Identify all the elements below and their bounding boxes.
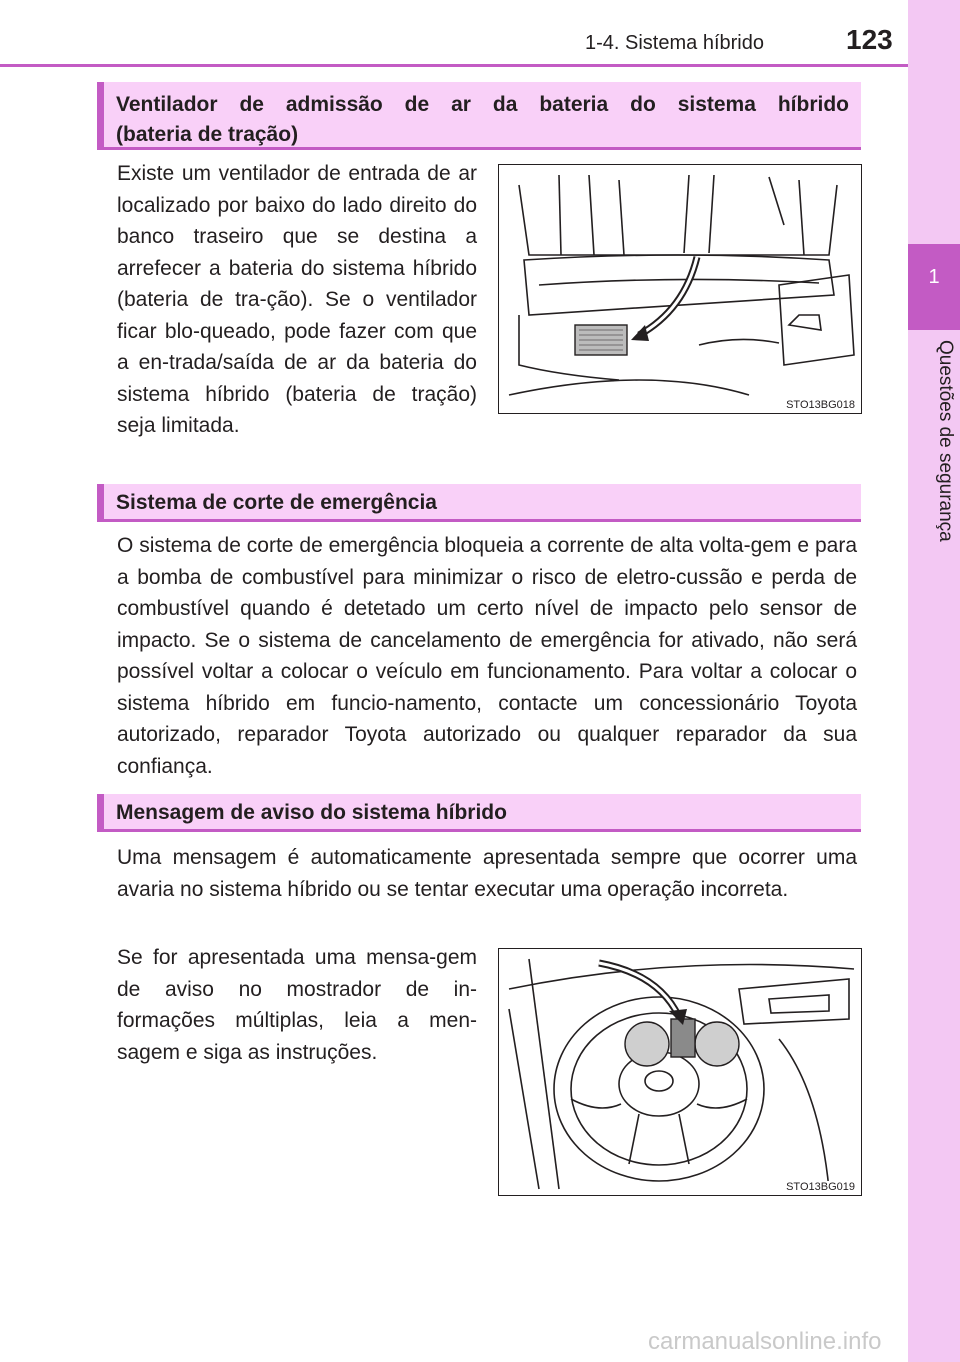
section-heading-battery-fan — [97, 82, 861, 150]
section-heading-warning-message: Mensagem de aviso do sistema híbrido — [97, 794, 861, 832]
section-heading-line-1: Ventilador de admissão de ar da bateria do sistema híbrido — [116, 93, 849, 116]
chapter-number: 1 — [928, 266, 940, 288]
section-reference: 1-4. Sistema híbrido — [585, 32, 764, 54]
chapter-title: Questões de segurança — [935, 340, 956, 542]
steering-wheel-drawing — [499, 949, 862, 1196]
figure-code: STO13BG018 — [786, 399, 855, 411]
watermark: carmanualsonline.info — [648, 1328, 882, 1355]
section-heading-emergency-shutoff: Sistema de corte de emergência — [97, 484, 861, 522]
rear-seat-intake-illustration — [498, 164, 862, 414]
header-rule — [0, 64, 908, 67]
page-number: 123 — [846, 24, 893, 55]
figure-code: STO13BG019 — [786, 1181, 855, 1193]
rear-seat-drawing — [499, 165, 862, 414]
section-heading-line-2: (bateria de tração) — [116, 123, 299, 146]
instrument-cluster-illustration — [498, 948, 862, 1196]
chapter-side-tab — [908, 0, 960, 1362]
warning-message-paragraph-1: Uma mensagem é automaticamente apresentada sempre que ocorrer uma avaria no sistema híbrido ou se tentar executar uma operação incorreta. — [117, 846, 857, 901]
warning-message-paragraph-2: Se for apresentada uma mensa-gem de aviso no mostrador de in-formações múltiplas, leia a men-sagem e siga as instruções. — [117, 946, 477, 1064]
emergency-shutoff-paragraph: O sistema de corte de emergência bloqueia a corrente de alta volta-gem e para a bomba de combustível para minimizar o risco de eletro-cussão e perda de combustível quando é detetado um certo nível de impacto pelo sensor de impacto. Se o sistema de cancelamento de emergência for ativado, não será possível voltar a colocar o veículo em funcionamento. Para voltar a colocar o sistema híbrido em funcio-namento, contacte um concessionário Toyota autorizado, reparador Toyota autorizado ou qualquer reparador da sua confiança. — [117, 534, 857, 778]
battery-fan-paragraph: Existe um ventilador de entrada de ar localizado por baixo do lado direito do banco traseiro que se destina a arrefecer a bateria do sistema híbrido (bateria de tra-ção). Se o ventilador ficar blo-queado, pode fazer com que a en-trada/saída de ar da bateria do sistema híbrido (bateria de tração) seja limitada. — [117, 162, 477, 437]
